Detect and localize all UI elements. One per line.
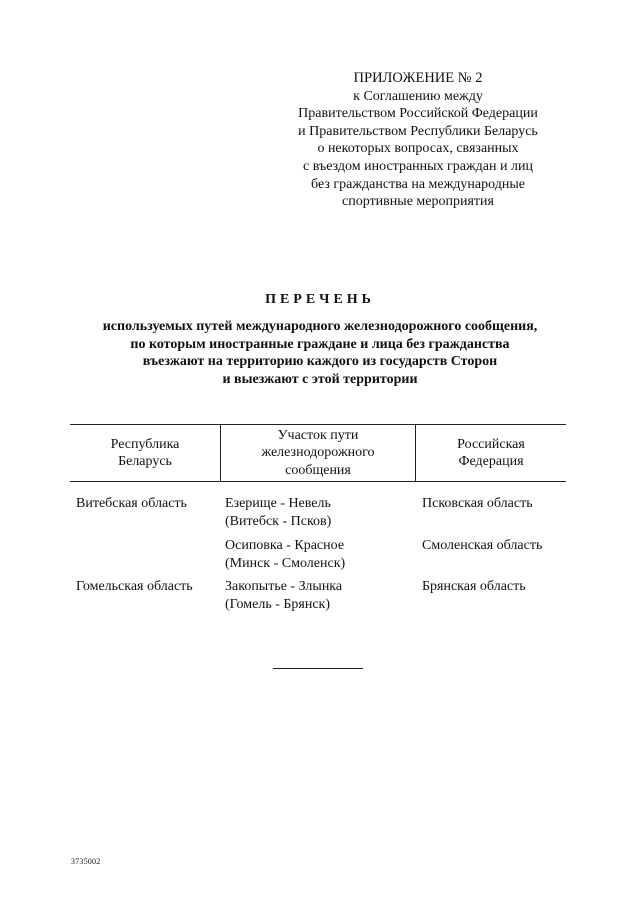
subtitle-line: въезжают на территорию каждого из государств Сторон (142, 354, 498, 369)
cell-russia-region: Псковская область (422, 496, 533, 511)
cell-route (225, 537, 345, 573)
route-segment: Осиповка - Красное (225, 538, 345, 553)
route-direction: (Гомель - Брянск) (225, 597, 331, 612)
route-direction: (Минск - Смоленск) (225, 556, 346, 571)
annex-line: о некоторых вопросах, связанных (317, 141, 519, 157)
cell-belarus-region: Витебская область (76, 496, 187, 511)
route-direction: (Витебск - Псков) (225, 514, 332, 529)
header-route (221, 425, 415, 481)
header-belarus-line: Беларусь (118, 454, 172, 469)
closing-rule (273, 668, 363, 669)
cell-route (225, 495, 331, 531)
header-belarus-line: Республика (110, 436, 180, 452)
header-russia-line: Российская (457, 436, 525, 452)
subtitle-line: и выезжают с этой территории (222, 371, 418, 387)
document-subtitle (0, 318, 640, 388)
document-title: ПЕРЕЧЕНЬ (265, 292, 375, 307)
header-route-line: Участок пути (277, 427, 359, 443)
subtitle-line: используемых путей международного железнодорожного сообщения, (102, 319, 538, 334)
route-segment: Закопытье - Злынка (225, 579, 343, 594)
annex-line: с въездом иностранных граждан и лиц (303, 158, 533, 174)
annex-line: и Правительством Республики Беларусь (298, 123, 538, 139)
annex-header (268, 70, 568, 211)
header-russia (416, 425, 566, 481)
cell-route (225, 578, 342, 614)
cell-belarus-region: Гомельская область (76, 579, 193, 594)
annex-line: к Соглашению между (353, 88, 483, 104)
annex-title: ПРИЛОЖЕНИЕ № 2 (353, 70, 483, 86)
crossing-table-header (70, 424, 566, 482)
header-belarus (70, 425, 220, 481)
header-route-line: железнодорожного (261, 445, 375, 461)
document-number: 3735002 (71, 857, 101, 866)
annex-line: спортивные мероприятия (342, 194, 494, 210)
cell-russia-region: Смоленская область (422, 538, 543, 553)
annex-line: Правительством Российской Федерации (298, 106, 538, 122)
subtitle-line: по которым иностранные граждане и лица без гражданства (130, 336, 510, 352)
header-russia-line: Федерация (458, 454, 524, 469)
cell-russia-region: Брянская область (422, 579, 526, 594)
route-segment: Езерище - Невель (225, 496, 331, 511)
annex-line: без гражданства на международные (311, 176, 525, 192)
header-route-line: сообщения (285, 462, 351, 478)
